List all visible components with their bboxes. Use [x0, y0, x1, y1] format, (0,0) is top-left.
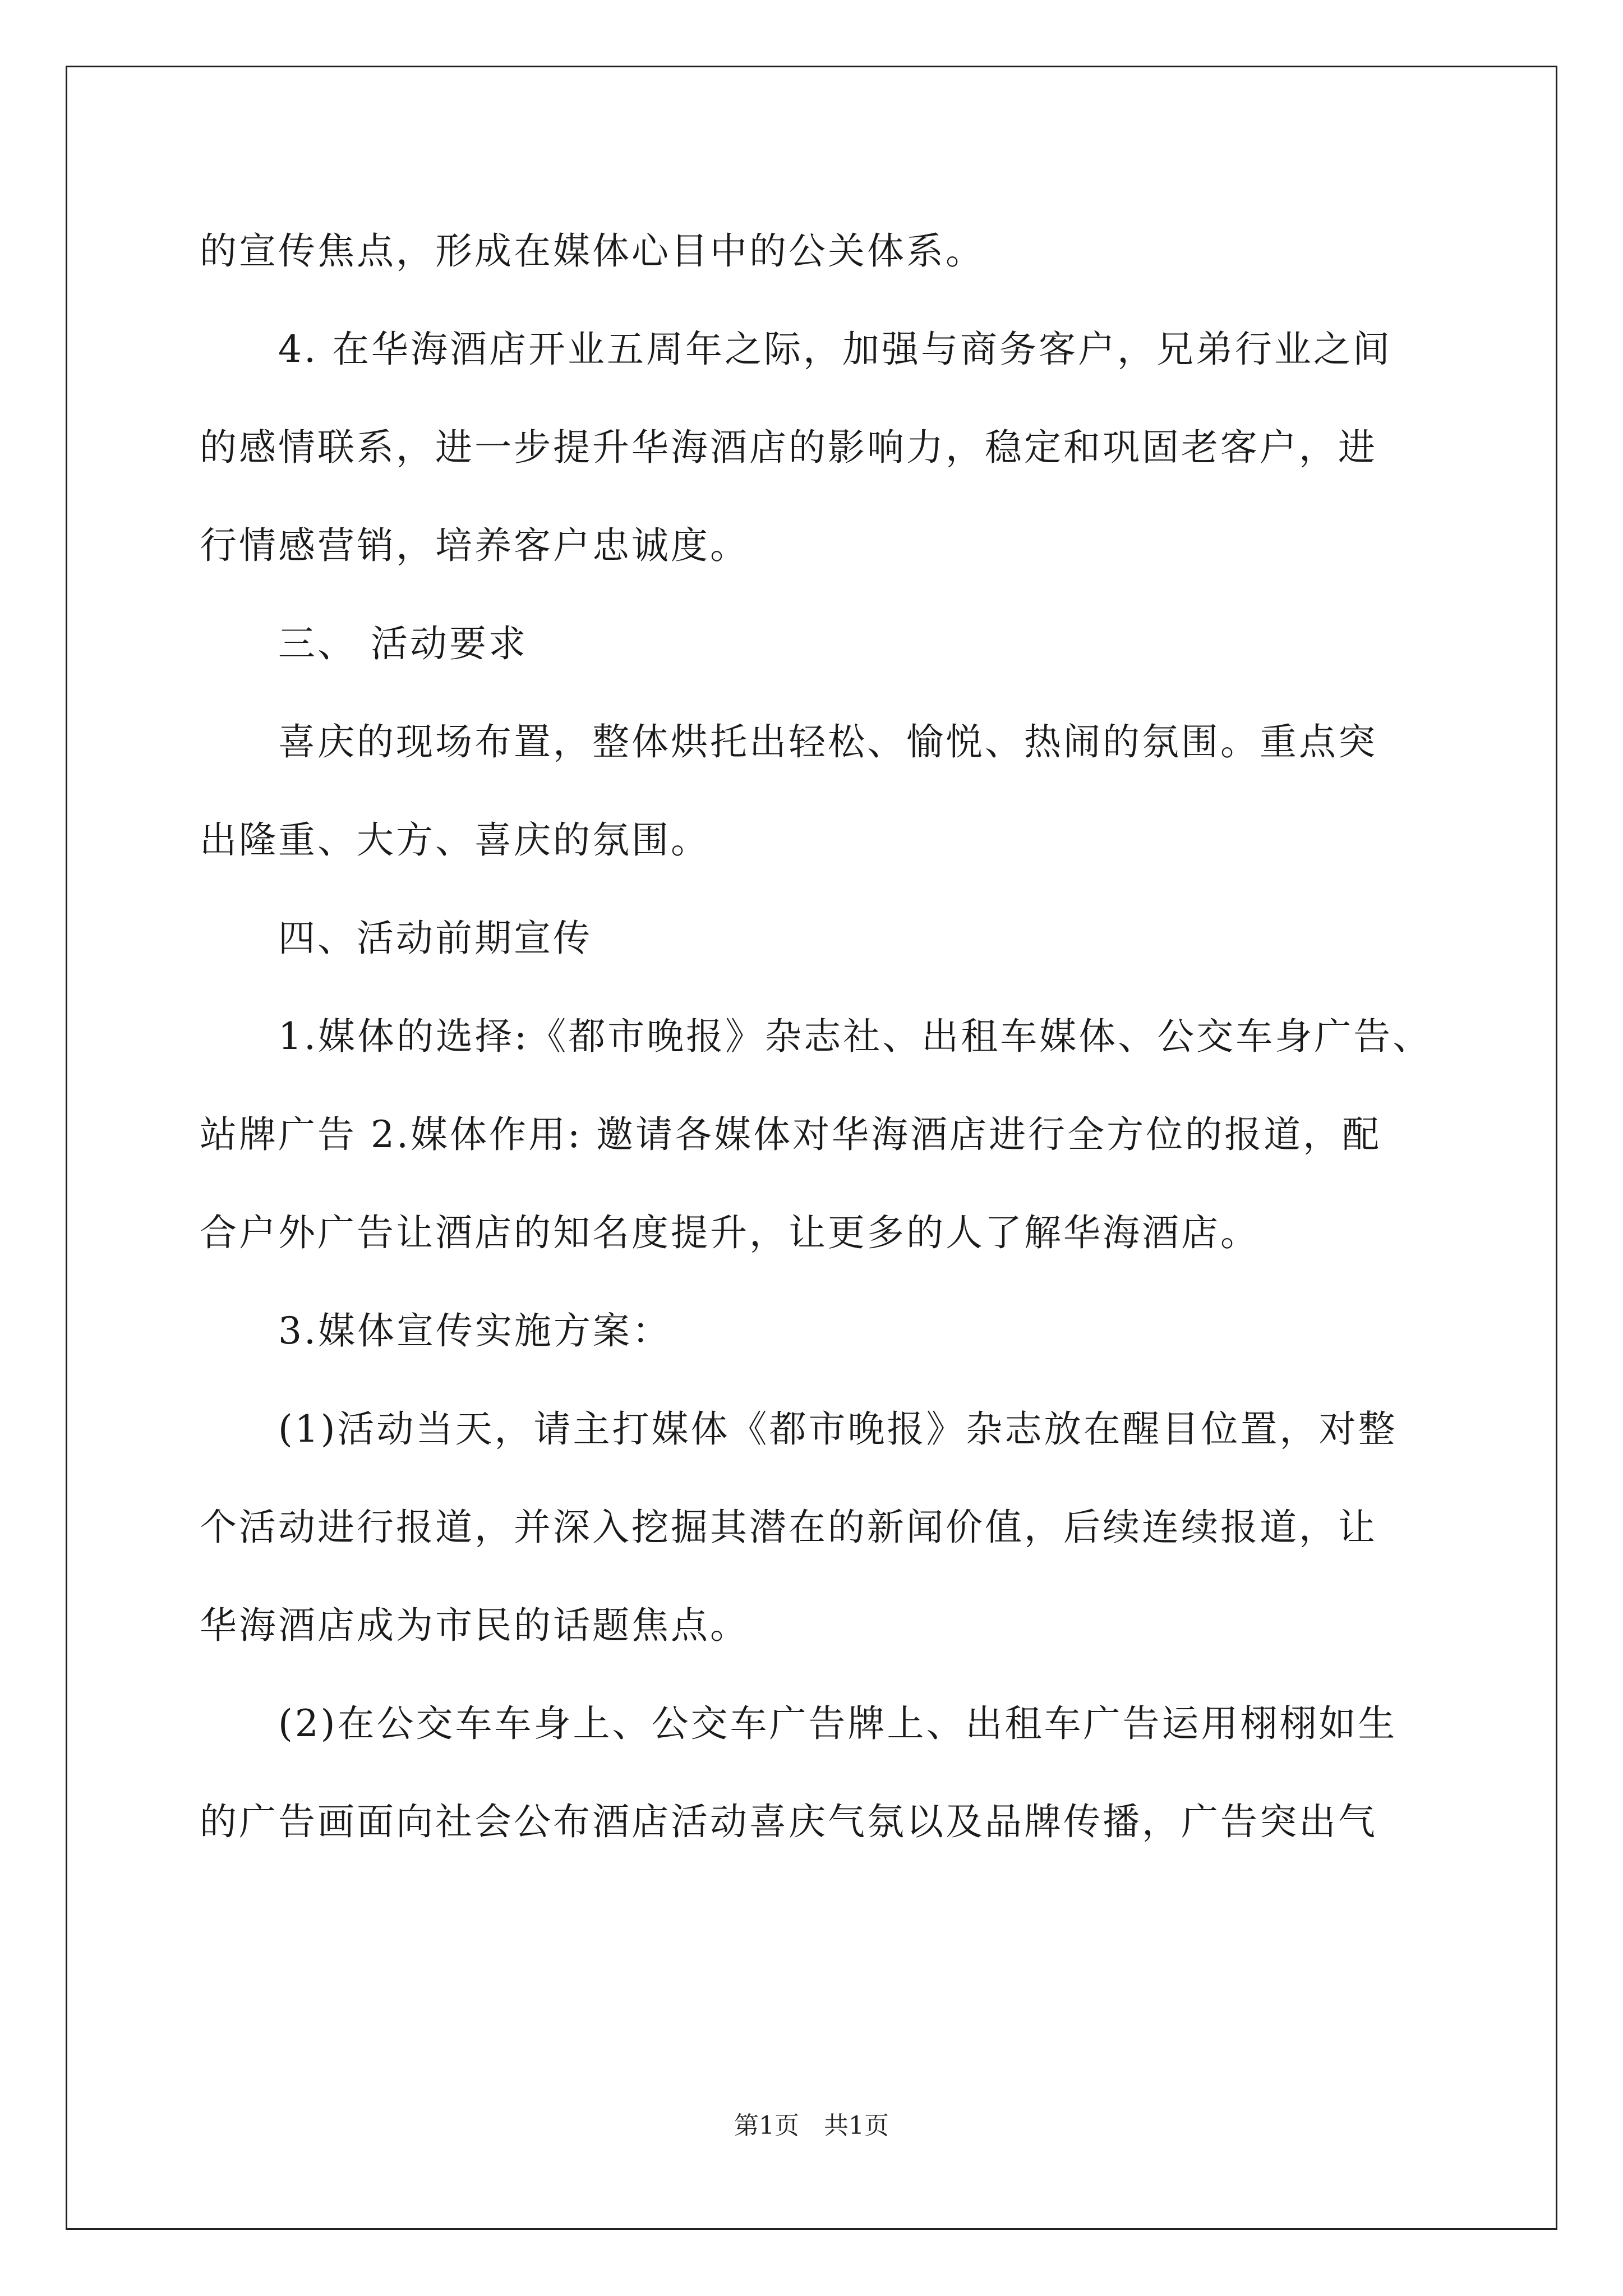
section-heading-3 — [200, 595, 1422, 693]
paragraph-1 — [200, 202, 1422, 300]
text-line: 1.媒体的选择:《都市晚报》杂志社、出租车媒体、公交车身广告、 — [278, 1015, 1432, 1058]
text-line: 3.媒体宣传实施方案： — [278, 1309, 671, 1352]
paragraph-4 — [200, 987, 1432, 1282]
text-line: 站牌广告 2.媒体作用: 邀请各媒体对华海酒店进行全方位的报道，配 — [200, 1113, 1382, 1156]
document-body — [200, 202, 1432, 1871]
section-heading-4 — [200, 889, 1422, 987]
text-line: (1)活动当天，请主打媒体《都市晚报》杂志放在醒目位置，对整 — [278, 1407, 1398, 1451]
text-line: 的感情联系，进一步提升华海酒店的影响力，稳定和巩固老客户，进 — [200, 426, 1377, 469]
text-line: (2)在公交车车身上、公交车广告牌上、出租车广告运用栩栩如生 — [278, 1702, 1398, 1745]
heading-line: 四、活动前期宣传 — [278, 917, 592, 960]
paragraph-6 — [200, 1380, 1422, 1674]
text-line: 合户外广告让酒店的知名度提升，让更多的人了解华海酒店。 — [200, 1211, 1260, 1254]
paragraph-3 — [200, 693, 1422, 889]
paragraph-2 — [200, 300, 1422, 595]
page-footer: 第1页 共1页 — [734, 2111, 889, 2140]
text-line: 个活动进行报道，并深入挖掘其潜在的新闻价值，后续连续报道，让 — [200, 1506, 1377, 1549]
text-line: 华海酒店成为市民的话题焦点。 — [200, 1604, 749, 1647]
paragraph-5 — [200, 1282, 1422, 1380]
text-line: 的宣传焦点，形成在媒体心目中的公关体系。 — [200, 229, 985, 273]
text-line: 喜庆的现场布置，整体烘托出轻松、愉悦、热闹的氛围。重点突 — [278, 720, 1377, 763]
text-line: 出隆重、大方、喜庆的氛围。 — [200, 818, 710, 862]
heading-line: 三、 活动要求 — [278, 622, 528, 665]
text-line: 4. 在华海酒店开业五周年之际，加强与商务客户，兄弟行业之间 — [278, 328, 1392, 371]
text-line: 的广告画面向社会公布酒店活动喜庆气氛以及品牌传播，广告突出气 — [200, 1800, 1377, 1843]
text-line: 行情感营销，培养客户忠诚度。 — [200, 524, 749, 567]
paragraph-7 — [200, 1674, 1422, 1871]
